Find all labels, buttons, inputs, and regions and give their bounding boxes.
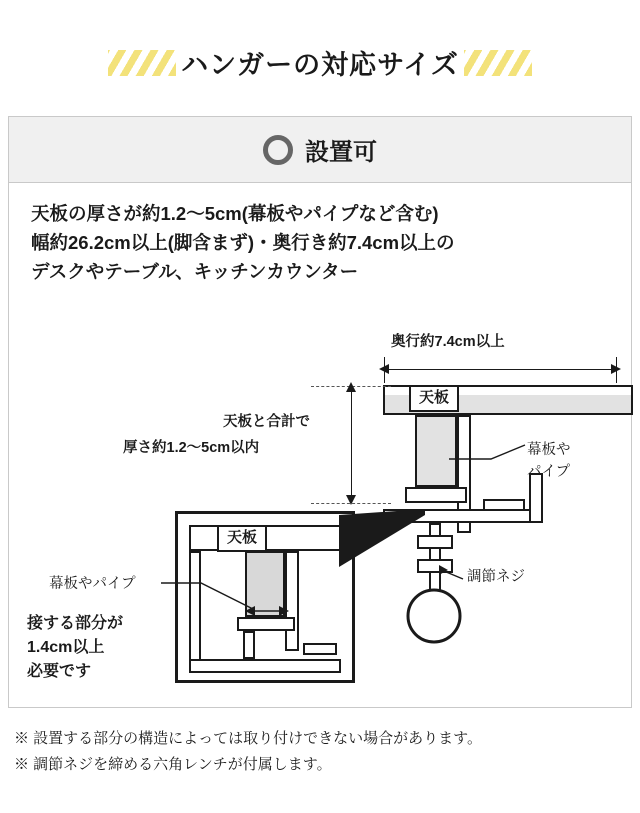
detail-vertical-arm: [285, 551, 299, 651]
installation-diagram: [9, 313, 633, 707]
thickness-arrow-down-icon: [344, 493, 358, 507]
depth-arrow-left-icon: [379, 363, 393, 377]
footer-note-1: ※ 設置する部分の構造によっては取り付けできない場合があります。: [14, 730, 482, 747]
panel-description: [31, 199, 621, 287]
title-stripe-left-icon: [108, 50, 176, 76]
description-line-1: 天板の厚さが約1.2〜5cm(幕板やパイプなど含む): [31, 203, 439, 224]
tabletop-tag-detail: 天板: [217, 525, 267, 552]
depth-tick-right: [616, 357, 617, 383]
detail-apron-leader-line: [161, 567, 257, 615]
detail-clamp-pad: [237, 617, 295, 631]
description-line-2: 幅約26.2cm以上(脚含まず)・奥行き約7.4cm以上の: [31, 232, 455, 254]
detail-contact-label-line-3: 必要です: [27, 663, 92, 680]
depth-dimension-line: [383, 369, 617, 370]
apron-pipe-label-line-2: パイプ: [527, 464, 571, 480]
info-panel: [8, 116, 632, 708]
detail-screw-shaft: [243, 631, 255, 659]
depth-dimension-label: 奥行約7.4cm以上: [391, 334, 505, 350]
footer-note-2: ※ 調節ネジを締める六角レンチが付属します。: [14, 756, 332, 774]
clamp-pad: [405, 487, 467, 503]
detail-bottom-arm: [189, 659, 341, 673]
thickness-arrow-up-icon: [344, 382, 358, 396]
detail-contact-label-line-1: 接する部分が: [27, 615, 124, 632]
circle-icon: [263, 135, 293, 165]
detail-foot-pad: [303, 643, 337, 655]
footer-notes: [14, 726, 634, 779]
apron-pipe-leader-line: [449, 431, 531, 463]
page-title: [0, 36, 640, 88]
zoom-connector-wedge: [339, 509, 429, 587]
panel-header-label: 設置可: [305, 139, 377, 166]
title-stripe-right-icon: [464, 50, 532, 76]
description-line-3: デスクやテーブル、キッチンカウンター: [31, 261, 359, 283]
hanger-foot-pad: [483, 499, 525, 511]
depth-tick-left: [384, 357, 385, 383]
thickness-label-line-1: 天板と合計で: [223, 414, 310, 430]
panel-header: [9, 117, 631, 183]
thickness-dimension-line: [351, 386, 352, 503]
page-title-text: ハンガーの対応サイズ: [181, 49, 459, 80]
adjust-screw-leader-line: [439, 565, 471, 587]
detail-apron-label: 幕板やパイプ: [49, 576, 136, 592]
detail-contact-label-line-2: 1.4cm以上: [27, 639, 105, 656]
hanger-ring-icon: [399, 581, 469, 651]
thickness-label-line-2: 厚さ約1.2〜5cm以内: [123, 440, 260, 456]
adjust-screw-label: 調節ネジ: [467, 569, 525, 585]
tabletop-tag-main: 天板: [409, 385, 459, 412]
apron-pipe-label-line-1: 幕板や: [527, 442, 571, 458]
